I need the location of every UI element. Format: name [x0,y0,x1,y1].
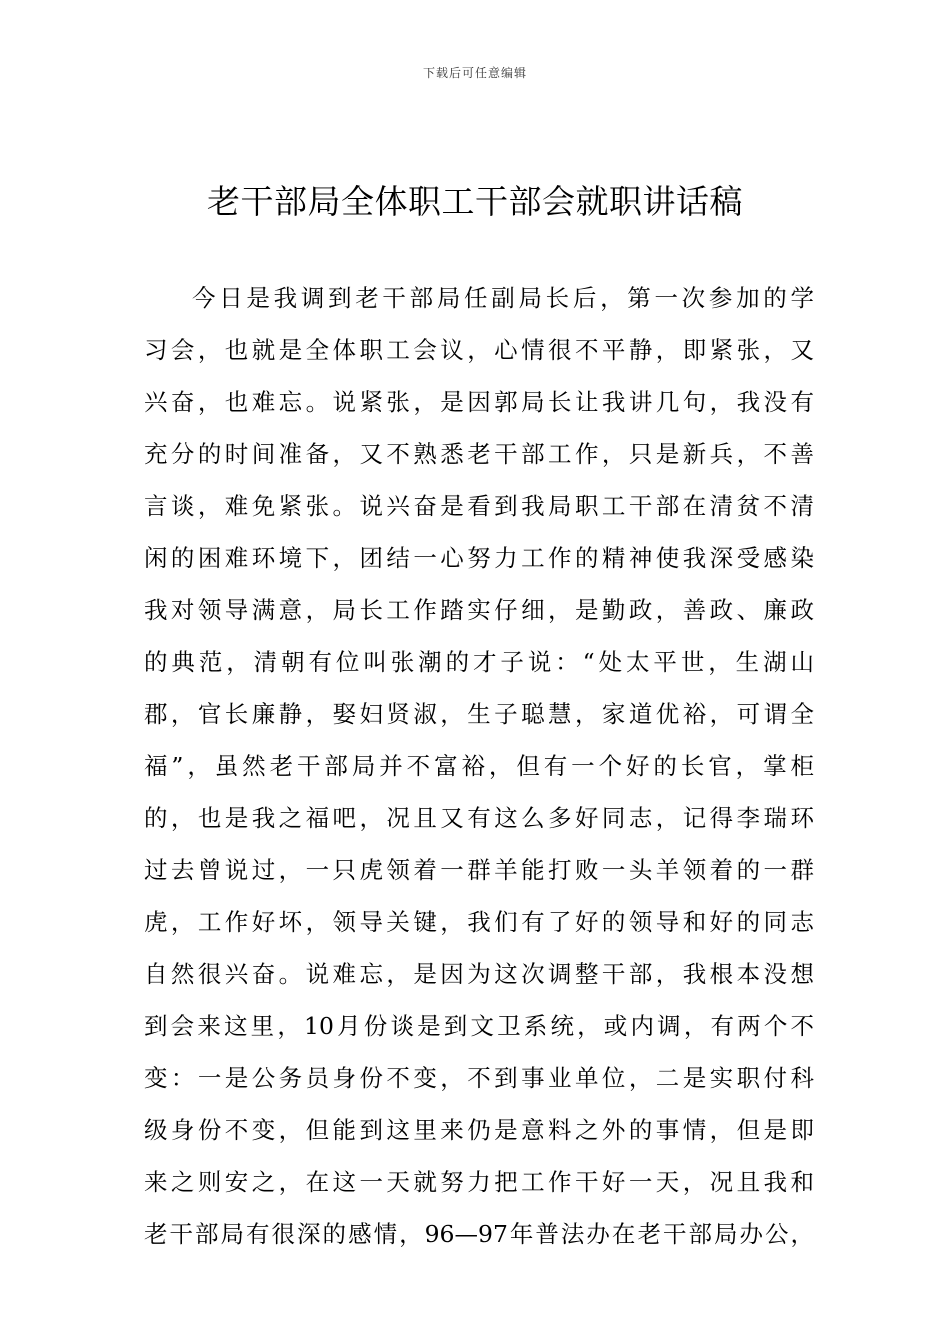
body-line: 变：一是公务员身份不变，不到事业单位，二是实职付科 [144,1064,814,1092]
body-paragraph [144,272,814,1260]
body-line: 自然很兴奋。说难忘，是因为这次调整干部，我根本没想 [144,960,814,988]
body-line: 我对领导满意，局长工作踏实仔细，是勤政，善政、廉政 [144,596,814,624]
body-line: 闲的困难环境下，团结一心努力工作的精神使我深受感染 [144,544,814,572]
body-line: 言谈，难免紧张。说兴奋是看到我局职工干部在清贫不清 [144,492,814,520]
body-line: 充分的时间准备，又不熟悉老干部工作，只是新兵，不善 [144,440,814,468]
body-line: 今日是我调到老干部局任副局长后，第一次参加的学 [192,284,814,312]
body-line: 老干部局有很深的感情，96—97年普法办在老干部局办公， [144,1220,814,1248]
body-line: 的典范，清朝有位叫张潮的才子说：“处太平世，生湖山 [144,648,814,676]
body-line: 福”，虽然老干部局并不富裕，但有一个好的长官，掌柜 [144,752,814,780]
body-line: 到会来这里，10月份谈是到文卫系统，或内调，有两个不 [144,1012,814,1040]
body-line: 兴奋，也难忘。说紧张，是因郭局长让我讲几句，我没有 [144,388,814,416]
header-note: 下载后可任意编辑 [422,66,527,80]
body-line: 过去曾说过，一只虎领着一群羊能打败一头羊领着的一群 [144,856,814,884]
document-title: 老干部局全体职工干部会就职讲话稿 [207,182,743,221]
body-line: 习会，也就是全体职工会议，心情很不平静，即紧张，又 [144,336,814,364]
body-line: 级身份不变，但能到这里来仍是意料之外的事情，但是即 [144,1116,814,1144]
body-line: 来之则安之，在这一天就努力把工作干好一天，况且我和 [144,1168,814,1196]
body-line: 的，也是我之福吧，况且又有这么多好同志，记得李瑞环 [144,804,814,832]
body-line: 虎，工作好坏，领导关键，我们有了好的领导和好的同志 [144,908,814,936]
body-line: 郡，官长廉静，娶妇贤淑，生子聪慧，家道优裕，可谓全 [144,700,814,728]
